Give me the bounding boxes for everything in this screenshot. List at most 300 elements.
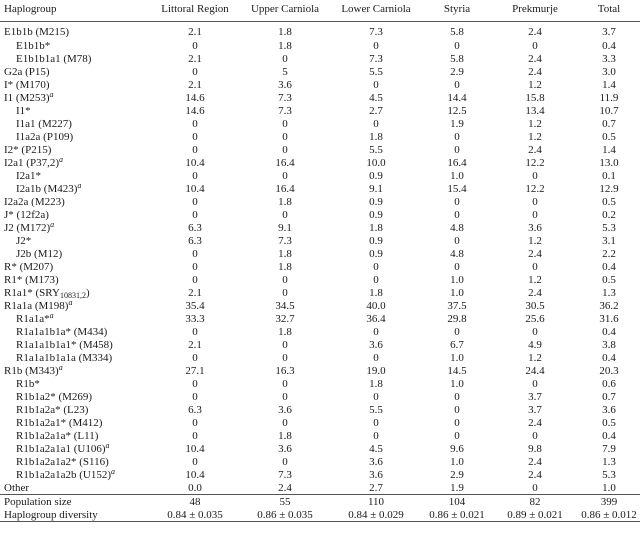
frequency-cell: 0.5 bbox=[602, 130, 616, 143]
table-row bbox=[0, 468, 640, 481]
haplogroup-label: R1b (M343) bbox=[4, 364, 59, 377]
frequency-cell: 0.9 bbox=[369, 208, 383, 221]
frequency-cell: 0.6 bbox=[602, 377, 616, 390]
table-row bbox=[0, 299, 640, 312]
haplogroup-label: I2a1 (P37,2) bbox=[4, 156, 59, 169]
haplogroup-name bbox=[0, 325, 150, 338]
frequency-cell: 36.4 bbox=[366, 312, 386, 325]
table-header bbox=[0, 0, 640, 22]
haplogroup-label: J2 (M172) bbox=[4, 221, 51, 234]
frequency-cell: 0 bbox=[373, 325, 379, 338]
haplogroup-name bbox=[0, 508, 150, 522]
frequency-cell: 0 bbox=[373, 39, 379, 52]
frequency-cell: 19.0 bbox=[366, 364, 386, 377]
haplogroup-label: R1a1a1b1a* (M434) bbox=[16, 325, 108, 338]
frequency-cell: 0.86 ± 0.035 bbox=[240, 508, 330, 522]
haplogroup-name bbox=[0, 221, 150, 234]
haplogroup-label: I2a2a (M223) bbox=[4, 195, 65, 208]
haplogroup-name bbox=[0, 65, 150, 78]
frequency-cell: 0.4 bbox=[602, 351, 616, 364]
frequency-cell: 0.7 bbox=[602, 117, 616, 130]
frequency-cell: 0 bbox=[454, 143, 460, 156]
haplogroup-name bbox=[0, 208, 150, 221]
haplogroup-label: I1 (M253) bbox=[4, 91, 50, 104]
frequency-cell: 1.2 bbox=[528, 273, 542, 286]
table-row bbox=[0, 364, 640, 377]
frequency-cell: 0 bbox=[454, 234, 460, 247]
frequency-cell: 3.6 bbox=[369, 455, 383, 468]
frequency-cell: 9.6 bbox=[450, 442, 464, 455]
frequency-cell: 1.0 bbox=[450, 455, 464, 468]
frequency-cell: 14.6 bbox=[185, 104, 205, 117]
frequency-cell: 1.0 bbox=[450, 377, 464, 390]
frequency-cell: 0 bbox=[454, 416, 460, 429]
frequency-cell: 5.5 bbox=[369, 65, 383, 78]
frequency-cell: 0 bbox=[373, 390, 379, 403]
frequency-cell: 0 bbox=[532, 325, 538, 338]
haplogroup-name bbox=[0, 390, 150, 403]
frequency-cell: 0 bbox=[192, 169, 198, 182]
frequency-cell: 4.5 bbox=[369, 91, 383, 104]
frequency-cell: 1.8 bbox=[278, 195, 292, 208]
haplogroup-name bbox=[0, 481, 150, 495]
frequency-cell: 1.8 bbox=[369, 286, 383, 299]
frequency-cell: 0 bbox=[373, 117, 379, 130]
frequency-cell: 1.0 bbox=[450, 286, 464, 299]
table-row bbox=[0, 22, 640, 40]
haplogroup-label: R1b1a2* (M269) bbox=[16, 390, 93, 403]
frequency-cell: 5.5 bbox=[369, 143, 383, 156]
haplogroup-label: Other bbox=[4, 481, 30, 494]
frequency-cell: 35.4 bbox=[185, 299, 205, 312]
frequency-cell: 0 bbox=[532, 429, 538, 442]
haplogroup-name bbox=[0, 312, 150, 325]
frequency-cell: 3.6 bbox=[278, 78, 292, 91]
frequency-cell: 0.5 bbox=[602, 195, 616, 208]
table-row bbox=[0, 221, 640, 234]
frequency-cell: 0 bbox=[192, 260, 198, 273]
frequency-cell: 3.6 bbox=[278, 442, 292, 455]
haplogroup-name bbox=[0, 468, 150, 481]
frequency-cell: 2.7 bbox=[369, 481, 383, 494]
frequency-cell: 2.4 bbox=[528, 26, 542, 38]
frequency-cell: 1.9 bbox=[450, 481, 464, 494]
haplogroup-label: E1b1b (M215) bbox=[4, 26, 70, 38]
frequency-cell: 0 bbox=[192, 130, 198, 143]
frequency-cell: 0.5 bbox=[602, 416, 616, 429]
frequency-cell: 0 bbox=[373, 429, 379, 442]
frequency-cell: 7.3 bbox=[278, 468, 292, 481]
frequency-cell: 6.3 bbox=[188, 403, 202, 416]
haplogroup-name bbox=[0, 130, 150, 143]
haplogroup-label: R1a1* (SRY bbox=[4, 286, 60, 299]
table-body bbox=[0, 22, 640, 522]
frequency-cell: 1.4 bbox=[602, 78, 616, 91]
frequency-cell: 0.0 bbox=[188, 481, 202, 494]
frequency-cell: 0 bbox=[373, 273, 379, 286]
haplogroup-label: I2* (P215) bbox=[4, 143, 52, 156]
frequency-cell: 2.9 bbox=[450, 468, 464, 481]
frequency-cell: 7.3 bbox=[278, 91, 292, 104]
frequency-cell: 0.2 bbox=[602, 208, 616, 221]
haplogroup-label: E1b1b1a1 (M78) bbox=[16, 52, 92, 65]
frequency-cell: 0 bbox=[192, 429, 198, 442]
haplogroup-label: R1b1a2a1a2b (U152) bbox=[16, 468, 112, 481]
haplogroup-name bbox=[0, 377, 150, 390]
haplogroup-name bbox=[0, 273, 150, 286]
frequency-cell: 2.4 bbox=[528, 52, 542, 65]
frequency-cell: 0 bbox=[192, 416, 198, 429]
frequency-cell: 2.4 bbox=[528, 143, 542, 156]
frequency-cell: 1.8 bbox=[278, 429, 292, 442]
frequency-cell: 0 bbox=[192, 208, 198, 221]
haplogroup-name bbox=[0, 286, 150, 299]
frequency-cell: 12.5 bbox=[447, 104, 467, 117]
frequency-cell: 0 bbox=[282, 143, 288, 156]
haplogroup-name bbox=[0, 364, 150, 377]
haplogroup-label: R* (M207) bbox=[4, 260, 54, 273]
frequency-cell: 36.2 bbox=[599, 299, 619, 312]
frequency-cell: 2.1 bbox=[188, 338, 202, 351]
frequency-cell: 2.4 bbox=[528, 455, 542, 468]
frequency-cell: 0 bbox=[282, 416, 288, 429]
haplogroup-name bbox=[0, 39, 150, 52]
frequency-cell: 16.4 bbox=[275, 182, 295, 195]
frequency-cell: 0 bbox=[282, 338, 288, 351]
frequency-cell: 0.84 ± 0.035 bbox=[150, 508, 240, 522]
frequency-cell: 12.2 bbox=[525, 156, 545, 169]
haplogroup-label: R1b1a2a1a1 (U106) bbox=[16, 442, 106, 455]
haplogroup-label: G2a (P15) bbox=[4, 65, 50, 78]
frequency-cell: 0 bbox=[532, 377, 538, 390]
frequency-cell: 3.7 bbox=[602, 26, 616, 38]
table-row bbox=[0, 169, 640, 182]
header-row bbox=[0, 0, 640, 22]
frequency-cell: 1.0 bbox=[450, 273, 464, 286]
frequency-cell: 0.4 bbox=[602, 429, 616, 442]
frequency-cell: 10.4 bbox=[185, 442, 205, 455]
frequency-cell: 0.86 ± 0.021 bbox=[422, 508, 492, 522]
frequency-cell: 13.0 bbox=[599, 156, 619, 169]
haplogroup-name bbox=[0, 429, 150, 442]
frequency-cell: 0.4 bbox=[602, 39, 616, 52]
table-row bbox=[0, 312, 640, 325]
frequency-cell: 0 bbox=[282, 455, 288, 468]
table-row bbox=[0, 104, 640, 117]
haplogroup-label: R1* (M173) bbox=[4, 273, 59, 286]
frequency-cell: 0 bbox=[532, 481, 538, 494]
haplogroup-name bbox=[0, 156, 150, 169]
frequency-cell: 7.3 bbox=[278, 234, 292, 247]
table-row bbox=[0, 78, 640, 91]
frequency-cell: 0.9 bbox=[369, 169, 383, 182]
frequency-cell: 37.5 bbox=[447, 299, 467, 312]
header-haplogroup: Haplogroup bbox=[0, 0, 150, 22]
footnote-marker: a bbox=[50, 219, 55, 229]
frequency-cell: 33.3 bbox=[185, 312, 205, 325]
frequency-cell: 16.4 bbox=[275, 156, 295, 169]
frequency-cell: 27.1 bbox=[185, 364, 205, 377]
table-row bbox=[0, 286, 640, 299]
frequency-cell: 104 bbox=[422, 495, 492, 509]
haplogroup-name bbox=[0, 416, 150, 429]
frequency-cell: 2.1 bbox=[188, 286, 202, 299]
haplogroup-label: J2* bbox=[16, 234, 32, 247]
frequency-cell: 1.2 bbox=[528, 130, 542, 143]
frequency-cell: 0.9 bbox=[369, 247, 383, 260]
frequency-cell: 0 bbox=[282, 169, 288, 182]
frequency-cell: 0.86 ± 0.012 bbox=[578, 508, 640, 522]
frequency-cell: 14.4 bbox=[447, 91, 467, 104]
frequency-cell: 3.3 bbox=[602, 52, 616, 65]
frequency-cell: 0 bbox=[282, 390, 288, 403]
frequency-cell: 2.4 bbox=[528, 468, 542, 481]
frequency-cell: 0 bbox=[192, 273, 198, 286]
frequency-cell: 15.8 bbox=[525, 91, 545, 104]
frequency-cell: 0 bbox=[282, 351, 288, 364]
haplogroup-label: R1b* bbox=[16, 377, 40, 390]
frequency-cell: 1.8 bbox=[369, 377, 383, 390]
frequency-cell: 1.3 bbox=[602, 455, 616, 468]
frequency-cell: 34.5 bbox=[275, 299, 295, 312]
header-prekmurje: Prekmurje bbox=[492, 0, 578, 22]
frequency-cell: 20.3 bbox=[599, 364, 619, 377]
frequency-cell: 5.5 bbox=[369, 403, 383, 416]
frequency-cell: 0 bbox=[532, 169, 538, 182]
frequency-cell: 0 bbox=[373, 260, 379, 273]
frequency-cell: 7.9 bbox=[602, 442, 616, 455]
frequency-cell: 0 bbox=[373, 78, 379, 91]
frequency-cell: 0 bbox=[454, 403, 460, 416]
frequency-cell: 0 bbox=[192, 65, 198, 78]
table-row bbox=[0, 39, 640, 52]
haplogroup-name bbox=[0, 22, 150, 40]
haplogroup-label: R1a1a1b1a1* (M458) bbox=[16, 338, 113, 351]
frequency-cell: 0 bbox=[532, 39, 538, 52]
table-row bbox=[0, 481, 640, 495]
frequency-cell: 7.3 bbox=[278, 104, 292, 117]
footnote-marker: a bbox=[111, 466, 116, 476]
frequency-cell: 6.3 bbox=[188, 221, 202, 234]
frequency-cell: 16.4 bbox=[447, 156, 467, 169]
frequency-cell: 0 bbox=[192, 39, 198, 52]
frequency-cell: 55 bbox=[240, 495, 330, 509]
footnote-marker: a bbox=[105, 440, 110, 450]
haplogroup-label: R1b1a2a1* (M412) bbox=[16, 416, 103, 429]
frequency-cell: 3.7 bbox=[528, 403, 542, 416]
frequency-cell: 2.4 bbox=[528, 247, 542, 260]
haplogroup-name bbox=[0, 104, 150, 117]
haplogroup-name bbox=[0, 247, 150, 260]
frequency-cell: 12.9 bbox=[599, 182, 619, 195]
haplogroup-label: I2a1b (M423) bbox=[16, 182, 78, 195]
frequency-cell: 0.1 bbox=[602, 169, 616, 182]
frequency-cell: 0 bbox=[192, 390, 198, 403]
table-row bbox=[0, 130, 640, 143]
frequency-cell: 0 bbox=[454, 39, 460, 52]
frequency-cell: 5 bbox=[282, 65, 288, 78]
frequency-cell: 1.8 bbox=[278, 26, 292, 38]
frequency-cell: 0 bbox=[192, 455, 198, 468]
header-styria: Styria bbox=[422, 0, 492, 22]
frequency-cell: 0 bbox=[192, 117, 198, 130]
frequency-cell: 31.6 bbox=[599, 312, 619, 325]
frequency-cell: 0 bbox=[282, 208, 288, 221]
haplogroup-name bbox=[0, 403, 150, 416]
haplogroup-name bbox=[0, 234, 150, 247]
frequency-cell: 1.0 bbox=[450, 351, 464, 364]
haplogroup-name bbox=[0, 182, 150, 195]
haplogroup-name bbox=[0, 351, 150, 364]
frequency-cell: 3.1 bbox=[602, 234, 616, 247]
frequency-cell: 10.0 bbox=[366, 156, 386, 169]
frequency-cell: 16.3 bbox=[275, 364, 295, 377]
haplogroup-label: Haplogroup diversity bbox=[4, 508, 98, 521]
frequency-cell: 5.8 bbox=[450, 52, 464, 65]
frequency-cell: 0.84 ± 0.029 bbox=[330, 508, 422, 522]
frequency-cell: 4.5 bbox=[369, 442, 383, 455]
table-row bbox=[0, 65, 640, 78]
table-row bbox=[0, 91, 640, 104]
frequency-cell: 1.2 bbox=[528, 351, 542, 364]
haplogroup-label: J2b (M12) bbox=[16, 247, 63, 260]
haplogroup-label: R1a1a1b1a1a (M334) bbox=[16, 351, 113, 364]
haplogroup-name bbox=[0, 117, 150, 130]
frequency-cell: 1.0 bbox=[602, 481, 616, 494]
table-row bbox=[0, 208, 640, 221]
frequency-cell: 110 bbox=[330, 495, 422, 509]
haplogroup-name bbox=[0, 455, 150, 468]
frequency-cell: 0.5 bbox=[602, 273, 616, 286]
frequency-cell: 0 bbox=[192, 325, 198, 338]
haplogroup-label: E1b1b* bbox=[16, 39, 51, 52]
frequency-cell: 10.4 bbox=[185, 468, 205, 481]
frequency-cell: 2.4 bbox=[278, 481, 292, 494]
haplogroup-label: I1* bbox=[16, 104, 31, 117]
frequency-cell: 6.7 bbox=[450, 338, 464, 351]
frequency-cell: 0 bbox=[192, 351, 198, 364]
frequency-cell: 32.7 bbox=[275, 312, 295, 325]
frequency-cell: 1.4 bbox=[602, 143, 616, 156]
frequency-cell: 3.6 bbox=[278, 403, 292, 416]
table-row bbox=[0, 442, 640, 455]
frequency-cell: 14.6 bbox=[185, 91, 205, 104]
table-row bbox=[0, 416, 640, 429]
table-row bbox=[0, 52, 640, 65]
haplogroup-name bbox=[0, 195, 150, 208]
frequency-cell: 2.7 bbox=[369, 104, 383, 117]
haplogroup-label: R1b1a2a1a* (L11) bbox=[16, 429, 99, 442]
haplogroup-name bbox=[0, 495, 150, 509]
frequency-cell: 0.4 bbox=[602, 325, 616, 338]
frequency-cell: 0 bbox=[454, 130, 460, 143]
footnote-marker: a bbox=[58, 362, 63, 372]
table-row bbox=[0, 403, 640, 416]
footnote-marker: a bbox=[49, 89, 54, 99]
frequency-cell: 0 bbox=[454, 195, 460, 208]
haplogroup-label: R1a1a (M198) bbox=[4, 299, 69, 312]
frequency-cell: 1.2 bbox=[528, 234, 542, 247]
header-total: Total bbox=[578, 0, 640, 22]
frequency-cell: 5.3 bbox=[602, 468, 616, 481]
table-row bbox=[0, 273, 640, 286]
frequency-cell: 10.7 bbox=[599, 104, 619, 117]
frequency-cell: 0 bbox=[454, 78, 460, 91]
frequency-cell: 7.3 bbox=[369, 52, 383, 65]
frequency-cell: 0 bbox=[532, 208, 538, 221]
table-row bbox=[0, 338, 640, 351]
haplogroup-label: R1a1a* bbox=[16, 312, 50, 325]
frequency-cell: 2.1 bbox=[188, 26, 202, 38]
table-row bbox=[0, 156, 640, 169]
footnote-marker: a bbox=[68, 297, 73, 307]
frequency-cell: 0 bbox=[192, 195, 198, 208]
frequency-cell: 6.3 bbox=[188, 234, 202, 247]
haplogroup-name bbox=[0, 143, 150, 156]
frequency-cell: 0 bbox=[454, 260, 460, 273]
footnote-marker: a bbox=[49, 310, 54, 320]
frequency-cell: 12.2 bbox=[525, 182, 545, 195]
table-row bbox=[0, 195, 640, 208]
haplogroup-label: R1b1a2a1a2* (S116) bbox=[16, 455, 109, 468]
frequency-cell: 14.5 bbox=[447, 364, 467, 377]
haplogroup-name bbox=[0, 442, 150, 455]
frequency-cell: 0 bbox=[282, 117, 288, 130]
table-row bbox=[0, 247, 640, 260]
frequency-cell: 2.1 bbox=[188, 78, 202, 91]
header-upper-carniola: Upper Carniola bbox=[240, 0, 330, 22]
haplogroup-name bbox=[0, 169, 150, 182]
frequency-cell: 7.3 bbox=[369, 26, 383, 38]
frequency-cell: 0 bbox=[454, 390, 460, 403]
frequency-cell: 1.9 bbox=[450, 117, 464, 130]
header-littoral-region: Littoral Region bbox=[150, 0, 240, 22]
frequency-cell: 0 bbox=[454, 325, 460, 338]
frequency-cell: 30.5 bbox=[525, 299, 545, 312]
frequency-cell: 0.4 bbox=[602, 260, 616, 273]
frequency-cell: 29.8 bbox=[447, 312, 467, 325]
frequency-cell: 13.4 bbox=[525, 104, 545, 117]
footnote-marker: a bbox=[59, 154, 63, 164]
table-row bbox=[0, 390, 640, 403]
haplogroup-label: Population size bbox=[4, 495, 72, 508]
haplogroup-label: I1a2a (P109) bbox=[16, 130, 74, 143]
frequency-cell: 1.8 bbox=[278, 39, 292, 52]
frequency-cell: 1.8 bbox=[278, 325, 292, 338]
haplogroup-name bbox=[0, 299, 150, 312]
table-row bbox=[0, 377, 640, 390]
frequency-cell: 3.6 bbox=[602, 403, 616, 416]
frequency-cell: 0 bbox=[282, 52, 288, 65]
frequency-cell: 82 bbox=[492, 495, 578, 509]
table-row bbox=[0, 234, 640, 247]
frequency-cell: 5.8 bbox=[450, 26, 464, 38]
frequency-cell: 3.6 bbox=[369, 468, 383, 481]
frequency-cell: 9.1 bbox=[369, 182, 383, 195]
footnote-marker: a bbox=[77, 180, 82, 190]
frequency-cell: 11.9 bbox=[599, 91, 619, 104]
frequency-cell: 0 bbox=[282, 377, 288, 390]
frequency-cell: 0.9 bbox=[369, 234, 383, 247]
frequency-cell: 4.8 bbox=[450, 247, 464, 260]
frequency-cell: 4.8 bbox=[450, 221, 464, 234]
frequency-cell: 0 bbox=[192, 247, 198, 260]
frequency-cell: 1.8 bbox=[369, 130, 383, 143]
frequency-cell: 10.4 bbox=[185, 182, 205, 195]
frequency-cell: 3.6 bbox=[528, 221, 542, 234]
haplogroup-label: I1a1 (M227) bbox=[16, 117, 72, 130]
table-row bbox=[0, 351, 640, 364]
